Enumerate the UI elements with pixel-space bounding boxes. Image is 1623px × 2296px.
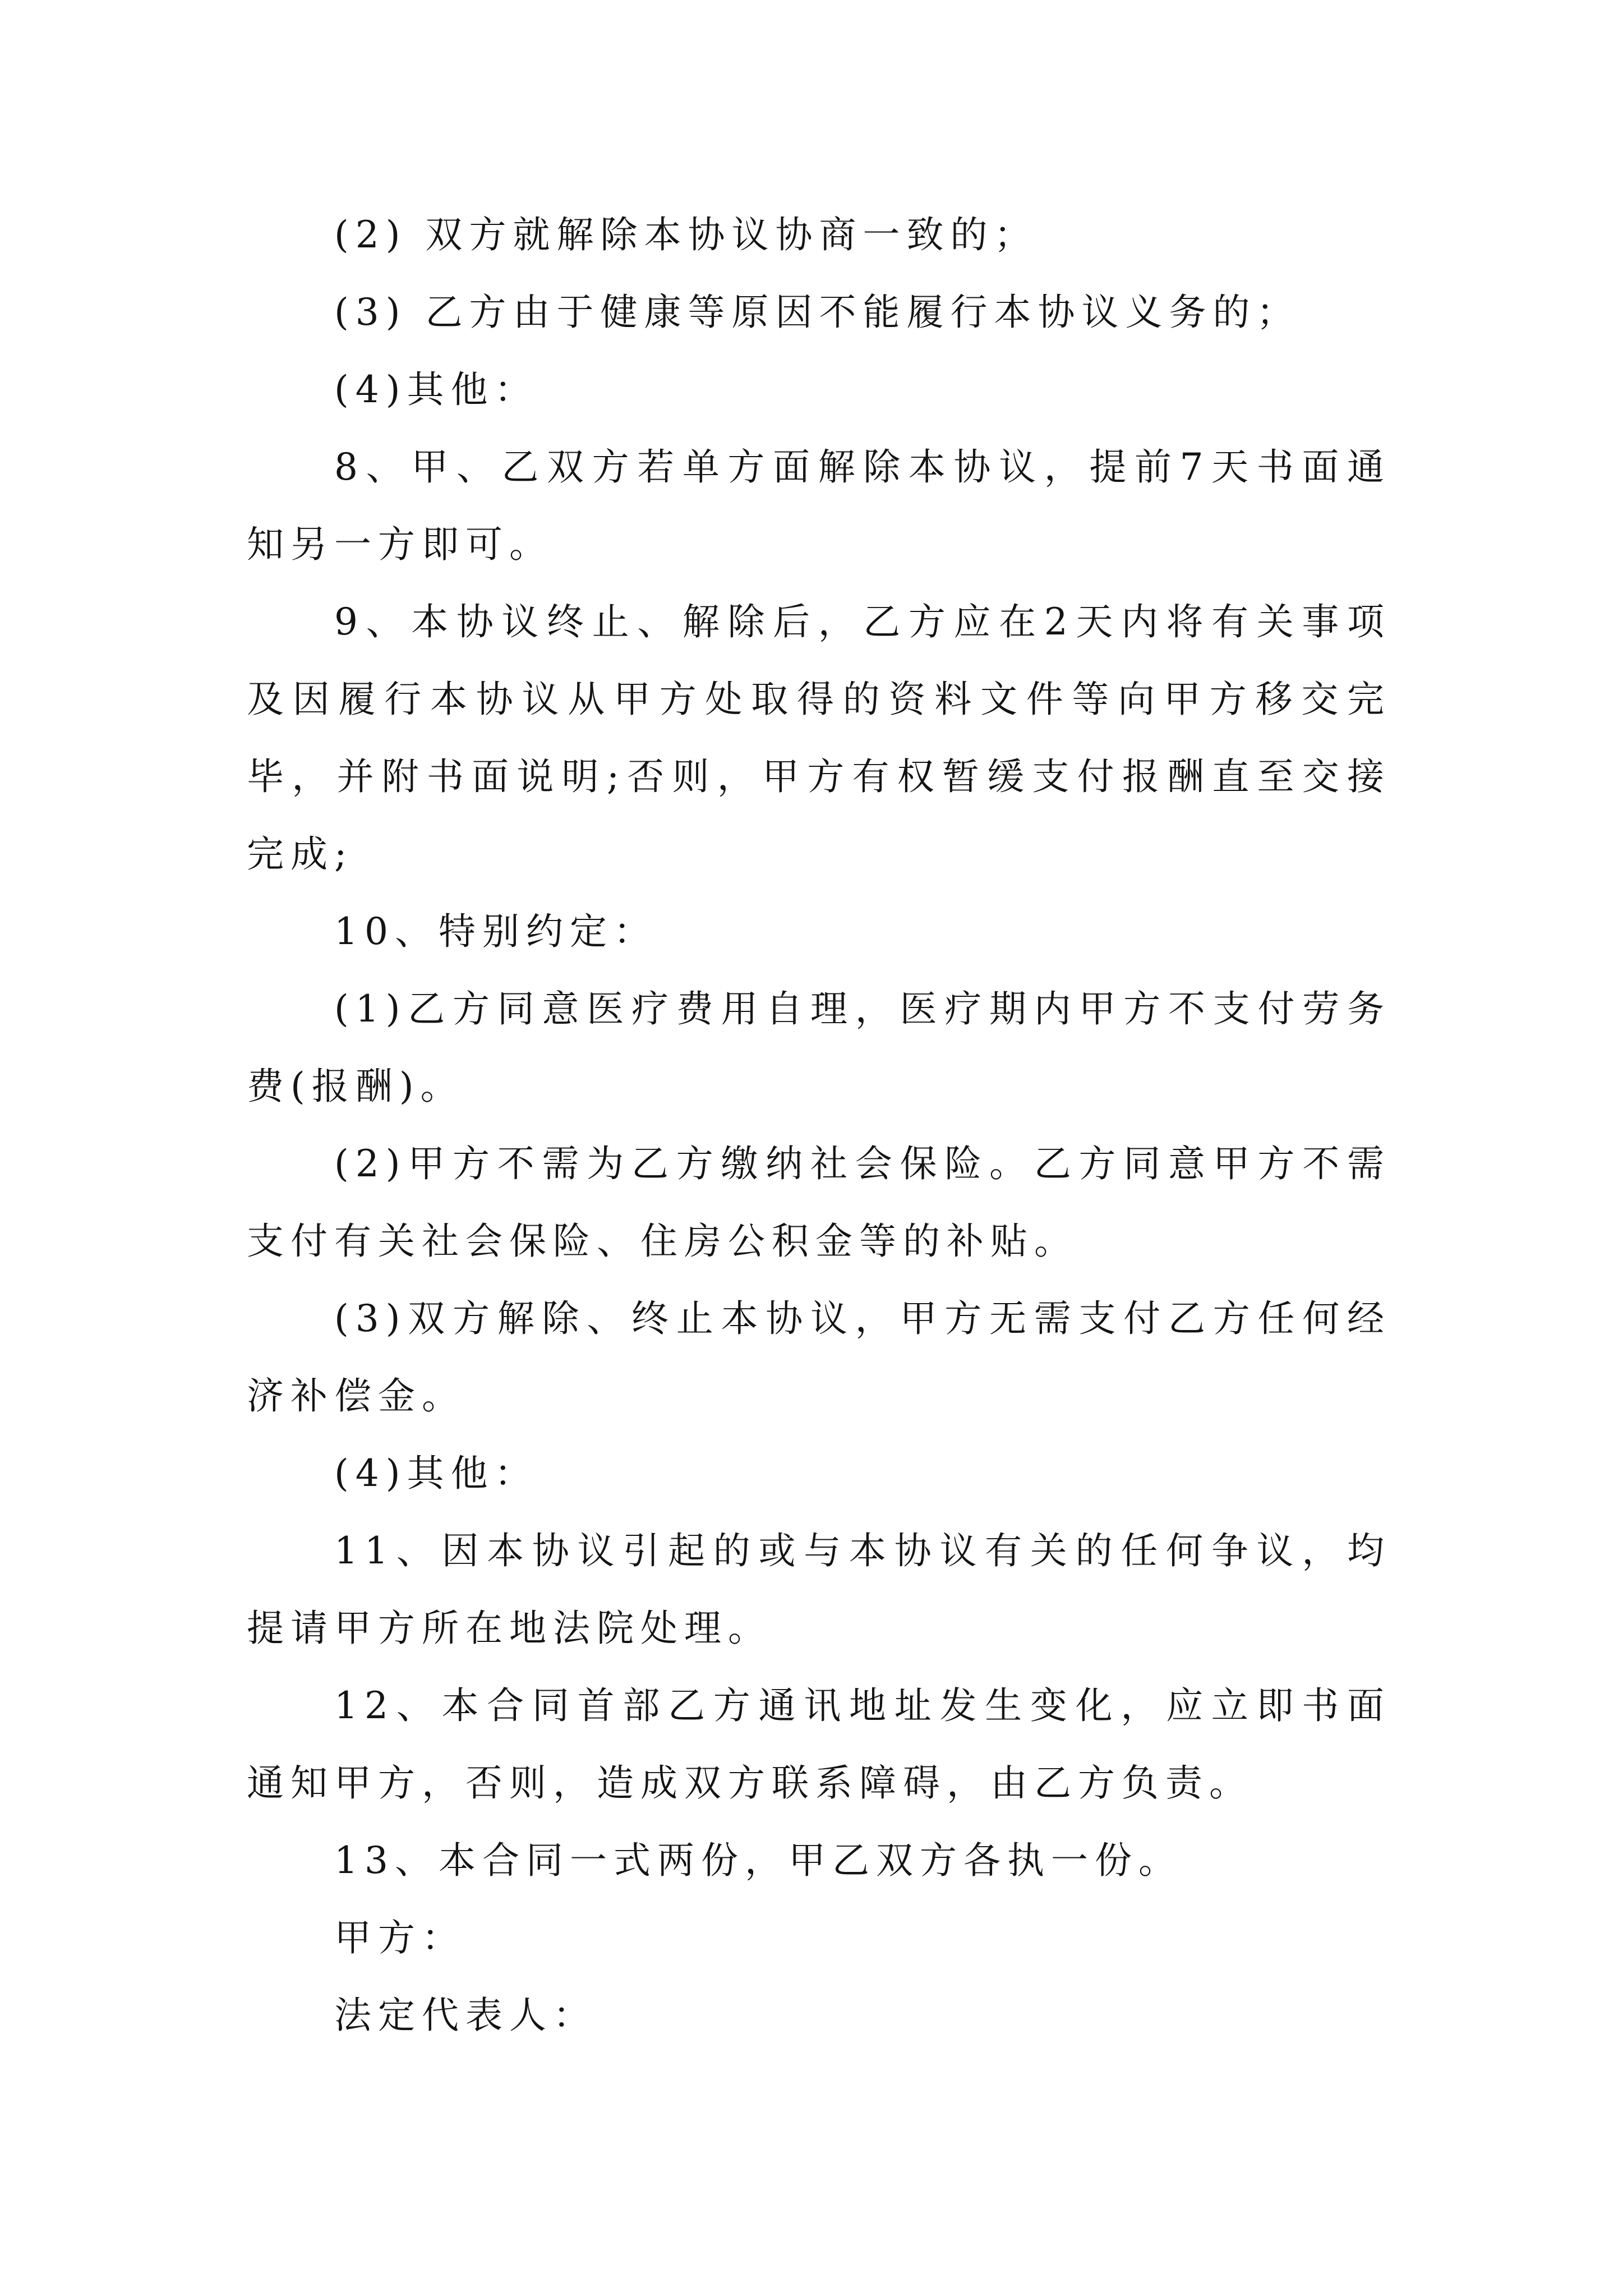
clause-7-3: (3) 乙方由于健康等原因不能履行本协议义务的； <box>334 291 1301 334</box>
clause-10-3: (3)双方解除、终止本协议，甲方无需支付乙方任何经济补偿金。 <box>247 1297 1391 1418</box>
legal-representative-label: 法定代表人： <box>334 1994 597 2037</box>
clause-13: 13、本合同一式两份，甲乙双方各执一份。 <box>334 1839 1182 1882</box>
clause-12: 12、本合同首部乙方通讯地址发生变化，应立即书面通知甲方，否则，造成双方联系障碍，由乙方负责。 <box>247 1684 1391 1805</box>
clause-11: 11、因本协议引起的或与本协议有关的任何争议，均提请甲方所在地法院处理。 <box>247 1529 1391 1650</box>
clause-8: 8、甲、乙双方若单方面解除本协议，提前7天书面通知另一方即可。 <box>247 445 1391 566</box>
party-a-label: 甲方： <box>334 1916 465 1959</box>
clause-7-2: (2) 双方就解除本协议协商一致的； <box>334 213 1038 256</box>
clause-7-4: (4)其他： <box>334 368 538 411</box>
clause-10-4: (4)其他： <box>334 1452 538 1495</box>
clause-10-1: (1)乙方同意医疗费用自理，医疗期内甲方不支付劳务费(报酬)。 <box>247 987 1391 1108</box>
clause-9: 9、本协议终止、解除后，乙方应在2天内将有关事项及因履行本协议从甲方处取得的资料文件等向甲方移交完毕，并附书面说明;否则，甲方有权暂缓支付报酬直至交接完成; <box>247 600 1391 876</box>
clause-10: 10、特别约定： <box>334 910 657 953</box>
clause-10-2: (2)甲方不需为乙方缴纳社会保险。乙方同意甲方不需支付有关社会保险、住房公积金等的补贴。 <box>247 1142 1391 1263</box>
document-body <box>247 196 1391 2054</box>
